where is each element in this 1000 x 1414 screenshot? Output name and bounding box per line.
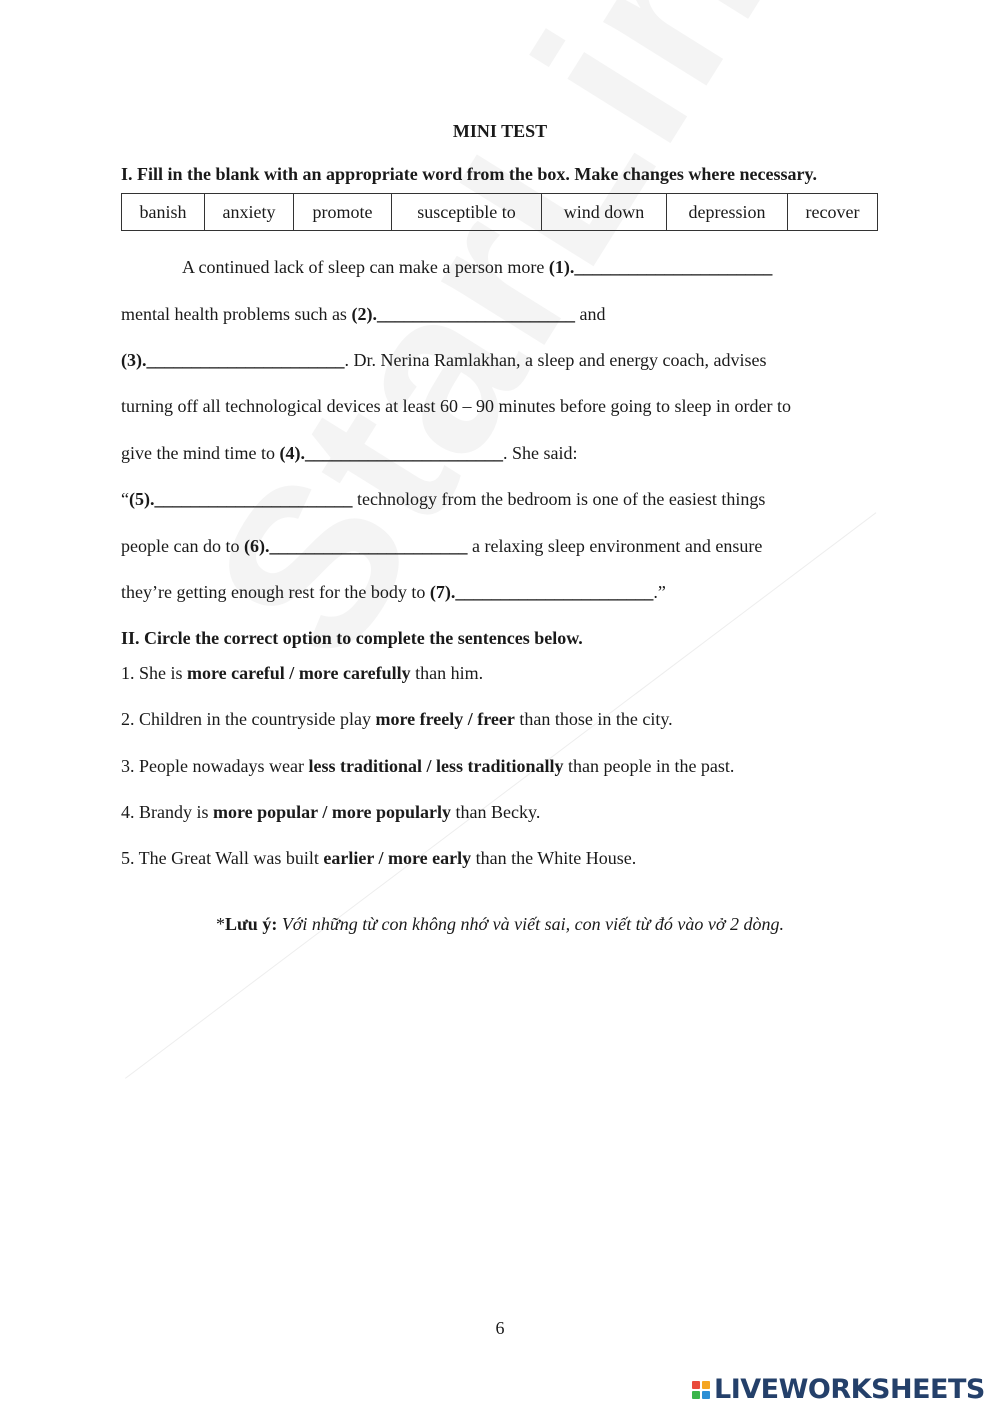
question-options[interactable]: more careful / more carefully xyxy=(187,663,411,683)
passage-line xyxy=(121,536,762,557)
liveworksheets-logo-icon xyxy=(692,1381,710,1399)
blank-number-3: (3). xyxy=(121,350,147,370)
question-options[interactable]: less traditional / less traditionally xyxy=(308,756,564,776)
passage-text: and xyxy=(574,304,606,324)
blank-6[interactable]: ______________________ xyxy=(269,536,468,556)
logo-square-icon xyxy=(692,1391,700,1399)
word-box-item: depression xyxy=(667,194,788,231)
passage-line xyxy=(121,350,767,371)
passage-text: . Dr. Nerina Ramlakhan, a sleep and energy coach, advises xyxy=(344,350,767,370)
question-options[interactable]: earlier / more early xyxy=(323,848,472,868)
question-text: 4. Brandy is xyxy=(121,802,213,822)
passage-text: they’re getting enough rest for the body to xyxy=(121,582,430,602)
liveworksheets-logo-text: LIVEWORKSHEETS xyxy=(714,1374,985,1405)
passage-text: people can do to xyxy=(121,536,244,556)
section-2-heading: II. Circle the correct option to complete the sentences below. xyxy=(121,628,583,648)
blank-5[interactable]: ______________________ xyxy=(154,489,353,509)
blank-number-7: (7). xyxy=(429,582,456,602)
passage-line xyxy=(121,443,577,464)
word-box xyxy=(121,193,878,231)
question-text: than those in the city. xyxy=(514,709,673,729)
passage-line xyxy=(121,396,791,417)
blank-4[interactable]: ______________________ xyxy=(304,443,503,463)
question-text: 3. People nowadays wear xyxy=(121,756,309,776)
passage-text: a relaxing sleep environment and ensure xyxy=(467,536,763,556)
section-1-heading: I. Fill in the blank with an appropriate word from the box. Make changes where necessary. xyxy=(121,164,818,184)
passage-line xyxy=(121,304,605,325)
question-text: 2. Children in the countryside play xyxy=(121,709,376,729)
note-label: Lưu ý: xyxy=(225,914,278,934)
note-prefix: * xyxy=(216,914,225,934)
question-item xyxy=(121,802,540,823)
logo-square-icon xyxy=(692,1381,700,1389)
blank-1[interactable]: ______________________ xyxy=(574,257,773,277)
page-number: 6 xyxy=(495,1318,505,1338)
word-box-item: promote xyxy=(294,194,392,231)
blank-number-4: (4). xyxy=(279,443,305,463)
question-item xyxy=(121,848,636,869)
blank-number-5: (5). xyxy=(129,489,155,509)
blank-number-6: (6). xyxy=(243,536,270,556)
passage-line xyxy=(182,257,772,278)
question-item xyxy=(121,709,673,730)
blank-number-2: (2). xyxy=(351,304,377,324)
passage-text: technology from the bedroom is one of the easiest things xyxy=(352,489,766,509)
passage-text: .” xyxy=(653,582,666,602)
liveworksheets-logo[interactable] xyxy=(692,1374,985,1405)
passage-text: mental health problems such as xyxy=(121,304,352,324)
page-title: MINI TEST xyxy=(452,121,548,141)
passage-text: A continued lack of sleep can make a person more xyxy=(182,257,549,277)
question-text: 1. She is xyxy=(121,663,188,683)
blank-7[interactable]: ______________________ xyxy=(455,582,654,602)
blank-number-1: (1). xyxy=(548,257,575,277)
passage-line xyxy=(121,489,765,510)
passage-text: turning off all technological devices at least 60 – 90 minutes before going to sleep in order to xyxy=(121,396,791,416)
passage-text: give the mind time to xyxy=(121,443,280,463)
question-text: than Becky. xyxy=(451,802,541,822)
word-box-item: susceptible to xyxy=(392,194,542,231)
word-box-item: anxiety xyxy=(205,194,294,231)
word-box-item: wind down xyxy=(542,194,667,231)
question-text: 5. The Great Wall was built xyxy=(121,848,324,868)
passage-text: “ xyxy=(121,489,129,509)
logo-square-icon xyxy=(702,1391,710,1399)
blank-2[interactable]: ______________________ xyxy=(376,304,575,324)
word-box-item: recover xyxy=(788,194,878,231)
question-options[interactable]: more freely / freer xyxy=(375,709,515,729)
question-options[interactable]: more popular / more popularly xyxy=(213,802,452,822)
note xyxy=(0,914,1000,935)
passage-text: . She said: xyxy=(502,443,578,463)
blank-3[interactable]: ______________________ xyxy=(146,350,345,370)
question-text: than him. xyxy=(410,663,484,683)
logo-square-icon xyxy=(702,1381,710,1389)
question-text: than the White House. xyxy=(471,848,637,868)
question-item xyxy=(121,663,483,684)
word-box-item: banish xyxy=(122,194,205,231)
note-text: Với những từ con không nhớ và viết sai, con viết từ đó vào vở 2 dòng. xyxy=(277,914,784,934)
question-item xyxy=(121,756,734,777)
question-text: than people in the past. xyxy=(563,756,735,776)
passage-line xyxy=(121,582,666,603)
